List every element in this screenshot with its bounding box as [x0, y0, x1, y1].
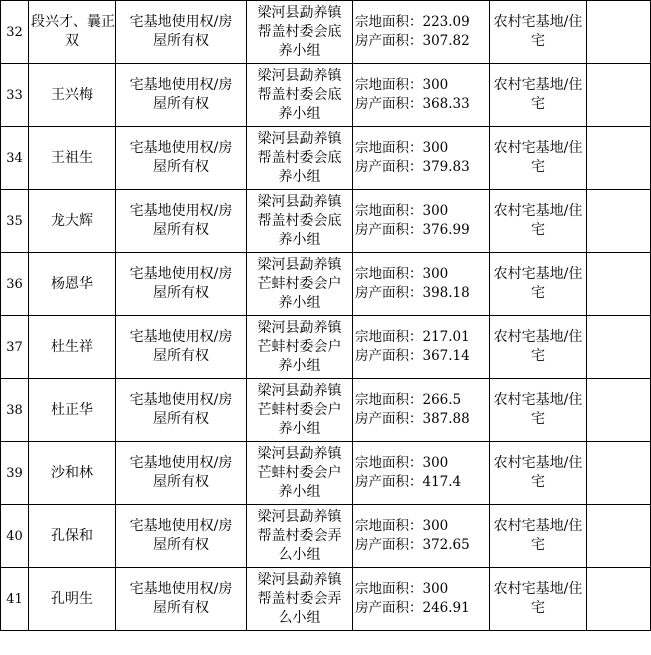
building-area: [355, 473, 487, 492]
location-line: 帮盖村委会底: [257, 149, 342, 166]
location-line: 梁河县勐养镇: [257, 130, 342, 147]
location: [247, 316, 353, 379]
table-body: [1, 1, 651, 631]
area-values: [353, 64, 490, 127]
row-number: 33: [1, 64, 29, 127]
building-area-value: 368.33: [422, 96, 470, 112]
location-line: 梁河县勐养镇: [257, 571, 342, 588]
land-area: [355, 13, 487, 32]
row-number: 38: [1, 379, 29, 442]
land-area-label: 宗地面积：: [355, 203, 423, 219]
location-line: 养小组: [278, 483, 321, 500]
usage-line: 农村宅基地/住: [493, 581, 583, 597]
location: [247, 1, 353, 64]
right-type: [116, 190, 247, 253]
building-area: [355, 95, 487, 114]
usage-line: 宅: [531, 537, 545, 553]
usage-line: 农村宅基地/住: [493, 140, 583, 156]
usage-line: 宅: [531, 96, 545, 112]
usage-line: 宅: [531, 159, 545, 175]
building-area-value: 398.18: [422, 285, 470, 301]
area-values: [353, 127, 490, 190]
building-area-label: 房产面积：: [355, 159, 423, 175]
location-line: 梁河县勐养镇: [257, 4, 342, 21]
row-number: 39: [1, 442, 29, 505]
name-line: 杨恩华: [51, 275, 93, 292]
table-row: [1, 1, 651, 64]
right-type-line: 屋所有权: [153, 411, 209, 427]
right-type-line: 屋所有权: [153, 348, 209, 364]
owner-name: [29, 379, 116, 442]
owner-name: [29, 316, 116, 379]
table-row: [1, 127, 651, 190]
land-area: [355, 202, 487, 221]
building-area-value: 372.65: [422, 537, 470, 553]
location-line: 芒蚌村委会户: [257, 464, 342, 481]
right-type-line: 宅基地使用权/房: [129, 77, 233, 93]
area-values: [353, 442, 490, 505]
building-area-label: 房产面积：: [355, 96, 423, 112]
area-values: [353, 316, 490, 379]
land-area-label: 宗地面积：: [355, 266, 423, 282]
building-area: [355, 32, 487, 51]
location: [247, 379, 353, 442]
note: [587, 190, 651, 253]
location-line: 养小组: [278, 357, 321, 374]
row-number: 40: [1, 505, 29, 568]
land-area-label: 宗地面积：: [355, 77, 423, 93]
land-area: [355, 517, 487, 536]
building-area: [355, 221, 487, 240]
name-line: 孔保和: [51, 527, 93, 544]
usage-line: 农村宅基地/住: [493, 329, 583, 345]
building-area-label: 房产面积：: [355, 474, 423, 490]
land-area-label: 宗地面积：: [355, 392, 423, 408]
right-type-line: 屋所有权: [153, 285, 209, 301]
name-line: 沙和林: [51, 464, 93, 481]
land-area-value: 300: [422, 77, 449, 93]
note: [587, 1, 651, 64]
building-area-value: 387.88: [422, 411, 470, 427]
usage: [490, 442, 587, 505]
building-area-label: 房产面积：: [355, 537, 423, 553]
right-type-line: 宅基地使用权/房: [129, 329, 233, 345]
table-row: [1, 379, 651, 442]
name-line: 段兴才、曩正: [31, 14, 115, 30]
name-line: 杜正华: [51, 401, 93, 418]
name-line: 双: [65, 33, 79, 49]
land-area-label: 宗地面积：: [355, 140, 423, 156]
location: [247, 568, 353, 631]
usage-line: 农村宅基地/住: [493, 77, 583, 93]
building-area: [355, 284, 487, 303]
usage-line: 农村宅基地/住: [493, 455, 583, 471]
note: [587, 379, 651, 442]
land-area: [355, 391, 487, 410]
location-line: 帮盖村委会弄: [257, 527, 342, 544]
location-line: 养小组: [278, 168, 321, 185]
building-area-label: 房产面积：: [355, 222, 423, 238]
right-type: [116, 379, 247, 442]
location-line: 梁河县勐养镇: [257, 256, 342, 273]
owner-name: [29, 190, 116, 253]
right-type: [116, 64, 247, 127]
location-line: 芒蚌村委会户: [257, 401, 342, 418]
table-row: [1, 64, 651, 127]
location-line: 养小组: [278, 231, 321, 248]
land-area-label: 宗地面积：: [355, 329, 423, 345]
area-values: [353, 568, 490, 631]
owner-name: [29, 568, 116, 631]
usage-line: 宅: [531, 600, 545, 616]
right-type-line: 宅基地使用权/房: [129, 266, 233, 282]
land-area-value: 300: [422, 581, 449, 597]
land-area: [355, 328, 487, 347]
land-area-label: 宗地面积：: [355, 518, 423, 534]
building-area-value: 246.91: [422, 600, 470, 616]
right-type: [116, 127, 247, 190]
location-line: 梁河县勐养镇: [257, 319, 342, 336]
area-values: [353, 379, 490, 442]
location-line: 梁河县勐养镇: [257, 67, 342, 84]
usage: [490, 379, 587, 442]
location: [247, 253, 353, 316]
usage-line: 宅: [531, 33, 545, 49]
table-row: [1, 316, 651, 379]
table-row: [1, 253, 651, 316]
usage-line: 宅: [531, 474, 545, 490]
right-type-line: 宅基地使用权/房: [129, 140, 233, 156]
land-area-value: 223.09: [422, 14, 470, 30]
land-area-label: 宗地面积：: [355, 455, 423, 471]
land-area-value: 300: [422, 518, 449, 534]
building-area-label: 房产面积：: [355, 285, 423, 301]
building-area-value: 376.99: [422, 222, 470, 238]
right-type: [116, 316, 247, 379]
name-line: 孔明生: [51, 590, 93, 607]
location: [247, 127, 353, 190]
building-area: [355, 347, 487, 366]
right-type-line: 宅基地使用权/房: [129, 518, 233, 534]
right-type-line: 屋所有权: [153, 222, 209, 238]
building-area-label: 房产面积：: [355, 411, 423, 427]
building-area-label: 房产面积：: [355, 600, 423, 616]
right-type-line: 宅基地使用权/房: [129, 581, 233, 597]
usage: [490, 253, 587, 316]
owner-name: [29, 1, 116, 64]
land-area: [355, 580, 487, 599]
area-values: [353, 190, 490, 253]
location-line: 芒蚌村委会户: [257, 275, 342, 292]
right-type-line: 宅基地使用权/房: [129, 203, 233, 219]
usage: [490, 190, 587, 253]
note: [587, 253, 651, 316]
location: [247, 442, 353, 505]
location: [247, 190, 353, 253]
location-line: 帮盖村委会弄: [257, 590, 342, 607]
land-area-value: 300: [422, 203, 449, 219]
name-line: 王祖生: [51, 149, 93, 166]
usage-line: 农村宅基地/住: [493, 14, 583, 30]
row-number: 37: [1, 316, 29, 379]
right-type-line: 屋所有权: [153, 33, 209, 49]
right-type-line: 宅基地使用权/房: [129, 455, 233, 471]
usage-line: 农村宅基地/住: [493, 392, 583, 408]
location-line: 帮盖村委会底: [257, 86, 342, 103]
owner-name: [29, 64, 116, 127]
note: [587, 127, 651, 190]
area-values: [353, 505, 490, 568]
location: [247, 505, 353, 568]
usage-line: 宅: [531, 222, 545, 238]
right-type-line: 屋所有权: [153, 159, 209, 175]
building-area-value: 417.4: [422, 474, 462, 490]
location-line: 梁河县勐养镇: [257, 508, 342, 525]
right-type: [116, 505, 247, 568]
location-line: 芒蚌村委会户: [257, 338, 342, 355]
right-type: [116, 568, 247, 631]
location-line: 梁河县勐养镇: [257, 445, 342, 462]
owner-name: [29, 253, 116, 316]
right-type-line: 宅基地使用权/房: [129, 14, 233, 30]
location-line: 帮盖村委会底: [257, 23, 342, 40]
land-area-label: 宗地面积：: [355, 14, 423, 30]
right-type: [116, 253, 247, 316]
location-line: 梁河县勐养镇: [257, 382, 342, 399]
building-area-label: 房产面积：: [355, 33, 423, 49]
usage: [490, 64, 587, 127]
usage-line: 农村宅基地/住: [493, 203, 583, 219]
note: [587, 316, 651, 379]
owner-name: [29, 442, 116, 505]
usage: [490, 316, 587, 379]
right-type-line: 宅基地使用权/房: [129, 392, 233, 408]
row-number: 41: [1, 568, 29, 631]
usage-line: 宅: [531, 411, 545, 427]
name-line: 杜生祥: [51, 338, 93, 355]
area-values: [353, 1, 490, 64]
land-area-value: 266.5: [422, 392, 462, 408]
right-type-line: 屋所有权: [153, 537, 209, 553]
usage: [490, 568, 587, 631]
building-area-value: 379.83: [422, 159, 470, 175]
building-area: [355, 536, 487, 555]
location-line: 梁河县勐养镇: [257, 193, 342, 210]
right-type: [116, 442, 247, 505]
table-row: [1, 190, 651, 253]
note: [587, 505, 651, 568]
owner-name: [29, 505, 116, 568]
row-number: 35: [1, 190, 29, 253]
location-line: 养小组: [278, 42, 321, 59]
table-row: [1, 505, 651, 568]
owner-name: [29, 127, 116, 190]
usage: [490, 127, 587, 190]
right-type: [116, 1, 247, 64]
building-area-value: 367.14: [422, 348, 470, 364]
right-type-line: 屋所有权: [153, 600, 209, 616]
location-line: 养小组: [278, 105, 321, 122]
right-type-line: 屋所有权: [153, 96, 209, 112]
location-line: 么小组: [278, 546, 321, 563]
land-area: [355, 454, 487, 473]
name-line: 王兴梅: [51, 86, 93, 103]
building-area: [355, 158, 487, 177]
land-area: [355, 265, 487, 284]
land-area-value: 300: [422, 266, 449, 282]
building-area: [355, 410, 487, 429]
land-area-value: 300: [422, 140, 449, 156]
location-line: 养小组: [278, 420, 321, 437]
table-row: [1, 568, 651, 631]
building-area-value: 307.82: [422, 33, 470, 49]
table-row: [1, 442, 651, 505]
note: [587, 64, 651, 127]
usage-line: 农村宅基地/住: [493, 266, 583, 282]
land-area-value: 300: [422, 455, 449, 471]
usage-line: 宅: [531, 285, 545, 301]
note: [587, 568, 651, 631]
name-line: 龙大辉: [51, 212, 93, 229]
row-number: 36: [1, 253, 29, 316]
location-line: 养小组: [278, 294, 321, 311]
building-area: [355, 599, 487, 618]
location-line: 么小组: [278, 609, 321, 626]
note: [587, 442, 651, 505]
land-area: [355, 76, 487, 95]
land-area: [355, 139, 487, 158]
row-number: 32: [1, 1, 29, 64]
area-values: [353, 253, 490, 316]
usage: [490, 505, 587, 568]
location: [247, 64, 353, 127]
land-area-label: 宗地面积：: [355, 581, 423, 597]
row-number: 34: [1, 127, 29, 190]
building-area-label: 房产面积：: [355, 348, 423, 364]
usage-line: 农村宅基地/住: [493, 518, 583, 534]
location-line: 帮盖村委会底: [257, 212, 342, 229]
usage: [490, 1, 587, 64]
right-type-line: 屋所有权: [153, 474, 209, 490]
land-area-value: 217.01: [422, 329, 470, 345]
usage-line: 宅: [531, 348, 545, 364]
